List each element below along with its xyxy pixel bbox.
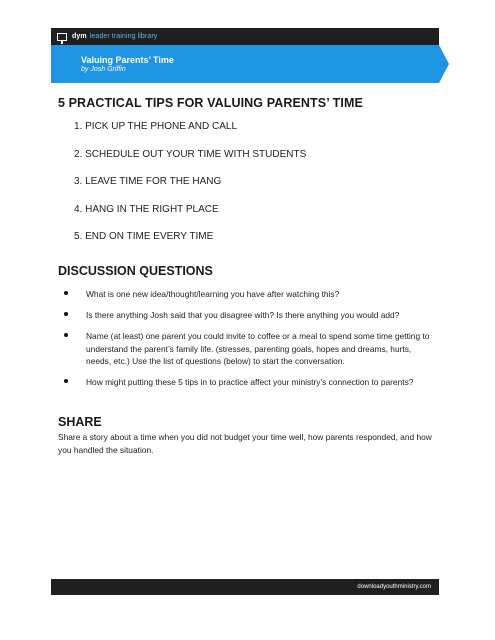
tip-item: 5. END ON TIME EVERY TIME [74, 231, 214, 242]
bullet-icon [64, 379, 68, 383]
brand-name: dym leader training library [72, 33, 158, 40]
tips-heading: 5 PRACTICAL TIPS FOR VALUING PARENTS’ TIME [58, 96, 363, 110]
tip-item: 2. SCHEDULE OUT YOUR TIME WITH STUDENTS [74, 148, 307, 160]
title-banner [51, 45, 439, 83]
tip-item: 1. PICK UP THE PHONE AND CALL [74, 121, 238, 132]
tip-item: 3. LEAVE TIME FOR THE HANG [74, 176, 222, 187]
questions-list [58, 288, 438, 397]
question-item: Name (at least) one parent you could invite to coffee or a meal to spend some time getting to understand the parent’s family life. (stresses, parenting goals, hopes and dreams, hurts, needs, etc.) Use the list of questions (below) to start the conversation. [58, 330, 438, 368]
question-item: Is there anything Josh said that you disagree with? Is there anything you would add? [58, 309, 438, 322]
presentation-icon [57, 33, 67, 41]
tip-item: 4. HANG IN THE RIGHT PLACE [74, 203, 219, 215]
document-title: Valuing Parents’ Time [81, 55, 174, 65]
bullet-icon [64, 312, 68, 316]
footer-bar [51, 579, 439, 595]
question-item: How might putting these 5 tips in to practice affect your ministry’s connection to parents? [58, 376, 438, 389]
discussion-heading: DISCUSSION QUESTIONS [58, 264, 213, 278]
bullet-icon [64, 333, 68, 337]
share-text: Share a story about a time when you did not budget your time well, how parents responded, and how you handled the situation. [58, 432, 432, 455]
banner-arrow [439, 45, 449, 83]
tips-list [74, 120, 306, 258]
document-author: by Josh Griffin [81, 66, 126, 73]
share-heading: SHARE [58, 415, 102, 429]
bullet-icon [64, 291, 68, 295]
question-item: What is one new idea/thought/learning you have after watching this? [58, 288, 438, 301]
footer-link[interactable]: downloadyouthministry.com [357, 584, 431, 590]
header-bar [51, 28, 439, 45]
